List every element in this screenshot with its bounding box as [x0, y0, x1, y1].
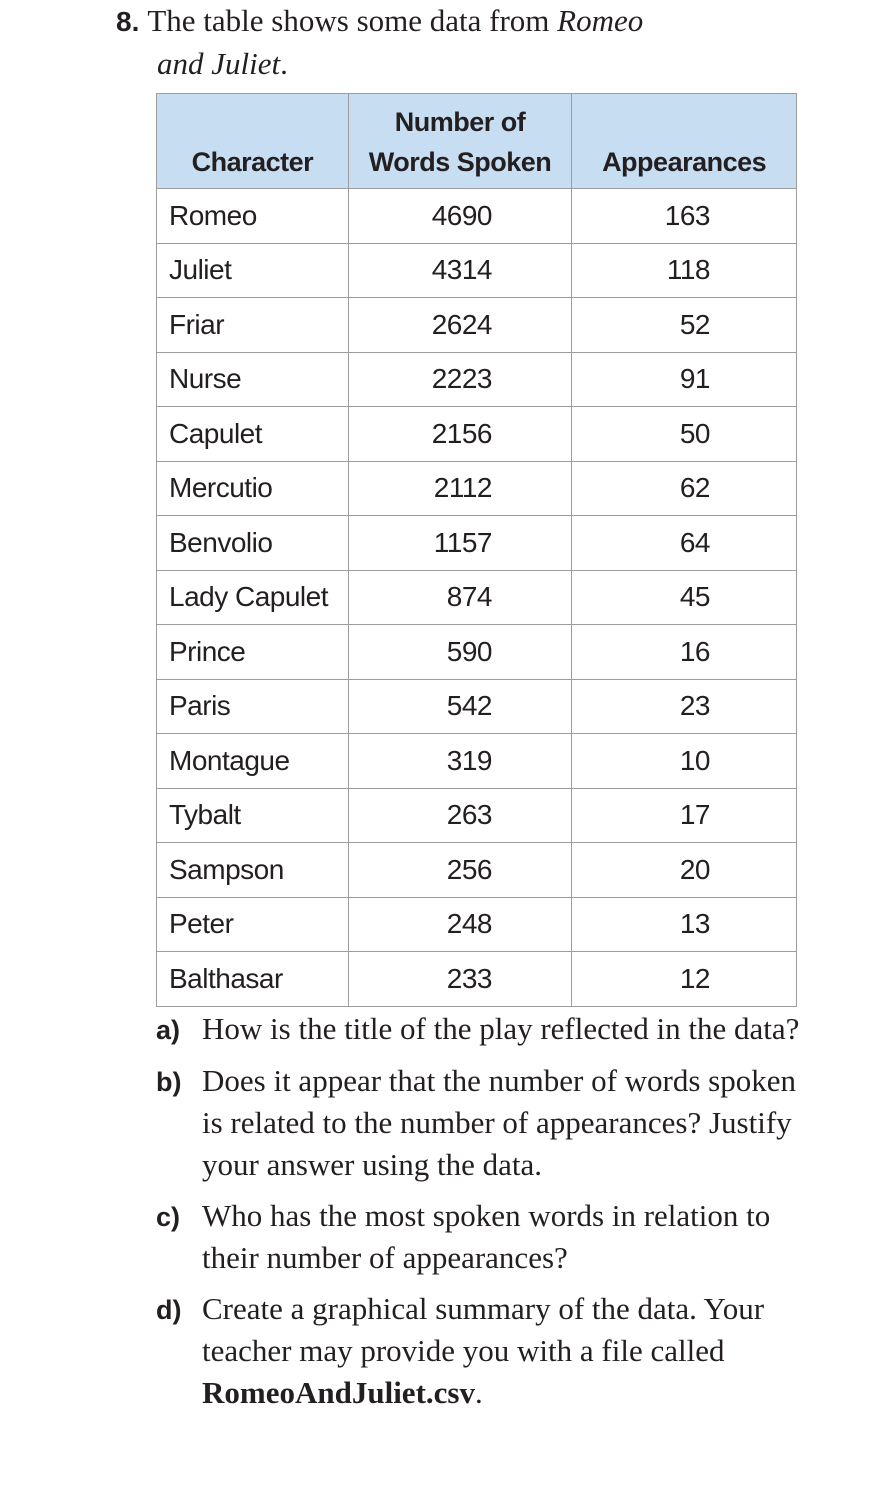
cell-appearances: 16 [572, 625, 797, 680]
prompt-start: The table shows some data from [147, 3, 550, 38]
cell-character: Romeo [157, 189, 349, 244]
question-d-end: . [474, 1375, 483, 1410]
header-appearances: Appearances [572, 94, 797, 189]
cell-appearances: 12 [572, 952, 797, 1007]
cell-character: Nurse [157, 352, 349, 407]
question-b [156, 1060, 816, 1186]
cell-words-spoken [348, 570, 571, 625]
words-value: 4690 [431, 199, 492, 231]
cell-words-spoken [348, 189, 571, 244]
cell-words-spoken [348, 625, 571, 680]
cell-appearances: 17 [572, 788, 797, 843]
play-title-line1: Romeo [557, 3, 644, 38]
words-value: 874 [446, 581, 492, 613]
cell-character: Juliet [157, 243, 349, 298]
table-row [157, 843, 797, 898]
header-words-line2: Words Spoken [368, 147, 552, 177]
words-value: 4314 [431, 254, 492, 286]
table-row [157, 189, 797, 244]
cell-words-spoken [348, 952, 571, 1007]
cell-character: Balthasar [157, 952, 349, 1007]
question-c [156, 1195, 816, 1279]
cell-appearances: 62 [572, 461, 797, 516]
cell-appearances: 45 [572, 570, 797, 625]
cell-character: Peter [157, 897, 349, 952]
cell-appearances: 52 [572, 298, 797, 353]
table-row [157, 298, 797, 353]
table-row [157, 952, 797, 1007]
cell-character: Sampson [157, 843, 349, 898]
header-words-spoken [348, 94, 571, 189]
header-words-line1: Number of [394, 107, 526, 137]
cell-words-spoken [348, 298, 571, 353]
table-row [157, 352, 797, 407]
table-row [157, 407, 797, 462]
cell-character: Lady Capulet [157, 570, 349, 625]
question-b-label: b) [156, 1067, 182, 1097]
table-row [157, 679, 797, 734]
prompt-text [116, 0, 836, 85]
table-row [157, 243, 797, 298]
table-body [157, 189, 797, 1007]
question-a [156, 1008, 816, 1051]
question-d [156, 1288, 816, 1414]
question-d-body [202, 1288, 816, 1414]
words-value: 590 [446, 635, 492, 667]
table-row [157, 570, 797, 625]
question-a-text: How is the title of the play reflected in the data? [202, 1011, 800, 1046]
words-value: 233 [446, 962, 492, 994]
cell-character: Capulet [157, 407, 349, 462]
data-table [156, 93, 797, 1007]
question-d-text: Create a graphical summary of the data. Your teacher may provide you with a file called [202, 1291, 765, 1368]
cell-appearances: 23 [572, 679, 797, 734]
cell-character: Benvolio [157, 516, 349, 571]
words-value: 319 [446, 744, 492, 776]
question-c-text: Who has the most spoken words in relation to their number of appearances? [202, 1198, 771, 1275]
words-value: 263 [446, 799, 492, 831]
cell-character: Prince [157, 625, 349, 680]
words-value: 1157 [433, 526, 492, 558]
cell-words-spoken [348, 843, 571, 898]
cell-appearances: 20 [572, 843, 797, 898]
words-value: 256 [446, 853, 492, 885]
table-row [157, 461, 797, 516]
cell-appearances: 163 [572, 189, 797, 244]
table-row [157, 516, 797, 571]
table-header-row [157, 94, 797, 189]
cell-words-spoken [348, 897, 571, 952]
table-row [157, 734, 797, 789]
words-value: 542 [446, 690, 492, 722]
prompt-end: . [280, 46, 288, 81]
cell-appearances: 118 [572, 243, 797, 298]
csv-filename: RomeoAndJuliet.csv [202, 1375, 475, 1410]
header-character: Character [157, 94, 349, 189]
questions-list [156, 1008, 816, 1423]
cell-words-spoken [348, 461, 571, 516]
cell-character: Paris [157, 679, 349, 734]
cell-appearances: 13 [572, 897, 797, 952]
cell-words-spoken [348, 243, 571, 298]
play-title-line2: and Juliet [157, 46, 281, 81]
cell-appearances: 10 [572, 734, 797, 789]
cell-words-spoken [348, 679, 571, 734]
cell-words-spoken [348, 734, 571, 789]
cell-appearances: 50 [572, 407, 797, 462]
cell-character: Tybalt [157, 788, 349, 843]
table-row [157, 625, 797, 680]
cell-character: Friar [157, 298, 349, 353]
cell-character: Mercutio [157, 461, 349, 516]
question-a-label: a) [156, 1015, 181, 1045]
table-row [157, 788, 797, 843]
words-value: 2223 [431, 363, 492, 395]
cell-character: Montague [157, 734, 349, 789]
cell-words-spoken [348, 788, 571, 843]
cell-words-spoken [348, 516, 571, 571]
question-b-text: Does it appear that the number of words spoken is related to the number of appearances? Justify your answer using the data. [202, 1063, 797, 1182]
cell-appearances: 64 [572, 516, 797, 571]
problem-number: 8. [116, 6, 140, 37]
cell-words-spoken [348, 352, 571, 407]
table-row [157, 897, 797, 952]
words-value: 248 [446, 908, 492, 940]
words-value: 2112 [433, 472, 492, 504]
cell-words-spoken [348, 407, 571, 462]
question-d-label: d) [156, 1295, 182, 1325]
words-value: 2156 [431, 417, 492, 449]
words-value: 2624 [431, 308, 492, 340]
question-c-label: c) [156, 1202, 181, 1232]
problem-prompt [116, 0, 836, 85]
cell-appearances: 91 [572, 352, 797, 407]
